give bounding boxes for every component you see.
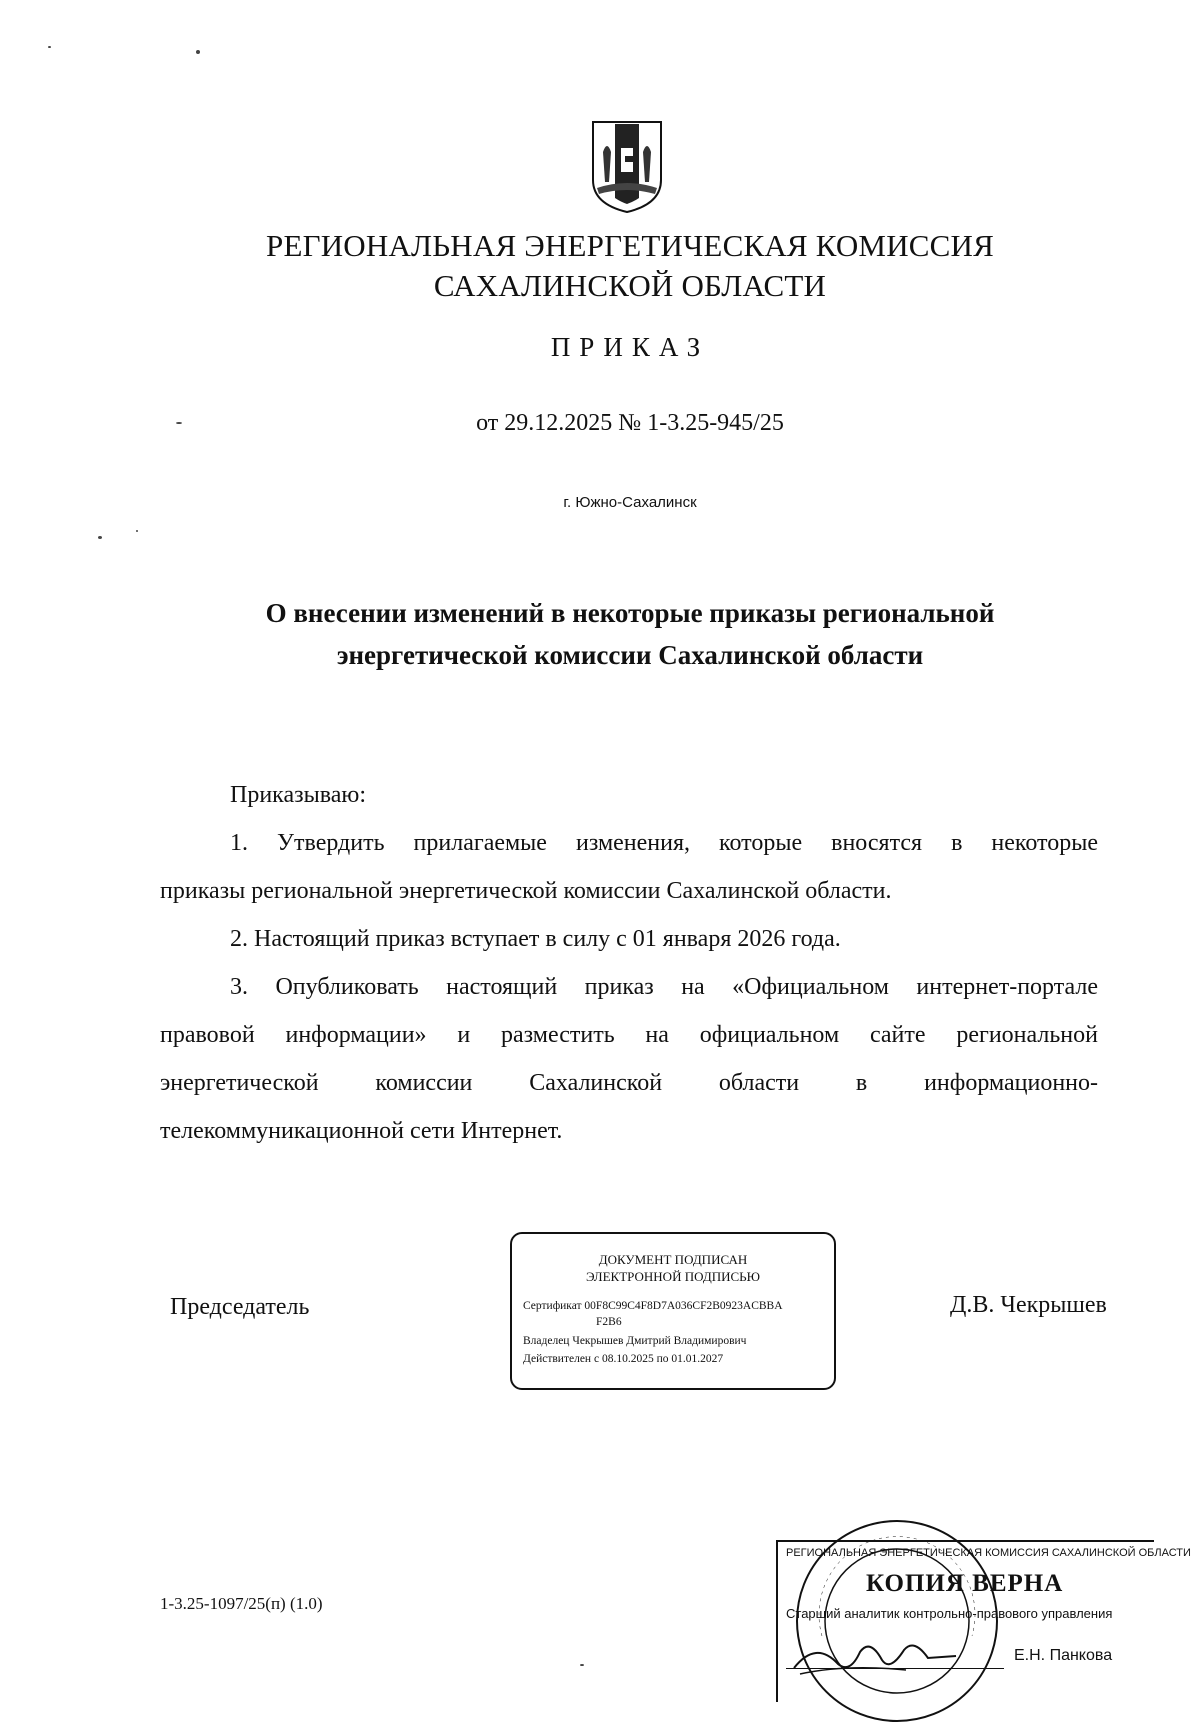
paragraph-3-line3: энергетической комиссии Сахалинской области в информационно-	[160, 1070, 1098, 1096]
coat-of-arms-emblem	[585, 118, 669, 214]
document-type: ПРИКАЗ	[550, 332, 710, 362]
scan-speck	[48, 46, 51, 48]
scan-speck	[176, 422, 182, 424]
scan-speck	[136, 530, 138, 532]
signature-line	[786, 1668, 1004, 1669]
signatory-position: Председатель	[170, 1294, 310, 1320]
certifier-name: Е.Н. Панкова	[1014, 1647, 1113, 1664]
certification-organization: РЕГИОНАЛЬНАЯ ЭНЕРГЕТИЧЕСКАЯ КОМИССИЯ САХАЛИНСКОЙ ОБЛАСТИ	[786, 1547, 1191, 1559]
certifier-position: Старший аналитик контрольно-правового управления	[786, 1606, 1113, 1621]
paragraph-3-line1: 3. Опубликовать настоящий приказ на «Официальном интернет-портале	[230, 974, 1098, 1000]
esign-title-line2: ЭЛЕКТРОННОЙ ПОДПИСЬЮ	[586, 1269, 760, 1284]
signatory-name: Д.В. Чекрышев	[950, 1292, 1107, 1318]
scan-speck	[98, 536, 102, 539]
esign-title-line1: ДОКУМЕНТ ПОДПИСАН	[598, 1252, 748, 1267]
certification-title: КОПИЯ ВЕРНА	[866, 1570, 1064, 1597]
organization-name-line1: РЕГИОНАЛЬНАЯ ЭНЕРГЕТИЧЕСКАЯ КОМИССИЯ	[266, 228, 994, 263]
esign-certificate-continued: F2B6	[596, 1316, 622, 1328]
esign-validity: Действителен с 08.10.2025 по 01.01.2027	[523, 1353, 724, 1365]
electronic-signature-stamp	[510, 1232, 836, 1390]
document-date-number: от 29.12.2025 № 1-3.25-945/25	[476, 410, 784, 436]
document-subject-line1: О внесении изменений в некоторые приказы региональной	[265, 598, 995, 628]
order-intro: Приказываю:	[230, 782, 366, 808]
copy-certification-stamp	[776, 1530, 1191, 1710]
paragraph-1-line2: приказы региональной энергетической комиссии Сахалинской области.	[160, 878, 892, 904]
organization-name-line2: САХАЛИНСКОЙ ОБЛАСТИ	[433, 268, 827, 303]
document-city: г. Южно-Сахалинск	[563, 494, 697, 511]
esign-owner: Владелец Чекрышев Дмитрий Владимирович	[523, 1335, 747, 1347]
document-registration-code: 1-3.25-1097/25(п) (1.0)	[160, 1594, 323, 1613]
scan-speck	[196, 50, 200, 54]
paragraph-3-line4: телекоммуникационной сети Интернет.	[160, 1118, 563, 1144]
paragraph-2: 2. Настоящий приказ вступает в силу с 01 января 2026 года.	[230, 926, 841, 952]
paragraph-1-line1: 1. Утвердить прилагаемые изменения, которые вносятся в некоторые	[230, 830, 1098, 856]
handwritten-signature-icon	[786, 1634, 966, 1680]
document-subject-line2: энергетической комиссии Сахалинской области	[336, 640, 924, 670]
scan-speck	[580, 1664, 584, 1666]
paragraph-3-line2: правовой информации» и разместить на официальном сайте региональной	[160, 1022, 1098, 1048]
esign-certificate: Сертификат 00F8C99C4F8D7A036CF2B0923ACBBA	[523, 1300, 783, 1312]
